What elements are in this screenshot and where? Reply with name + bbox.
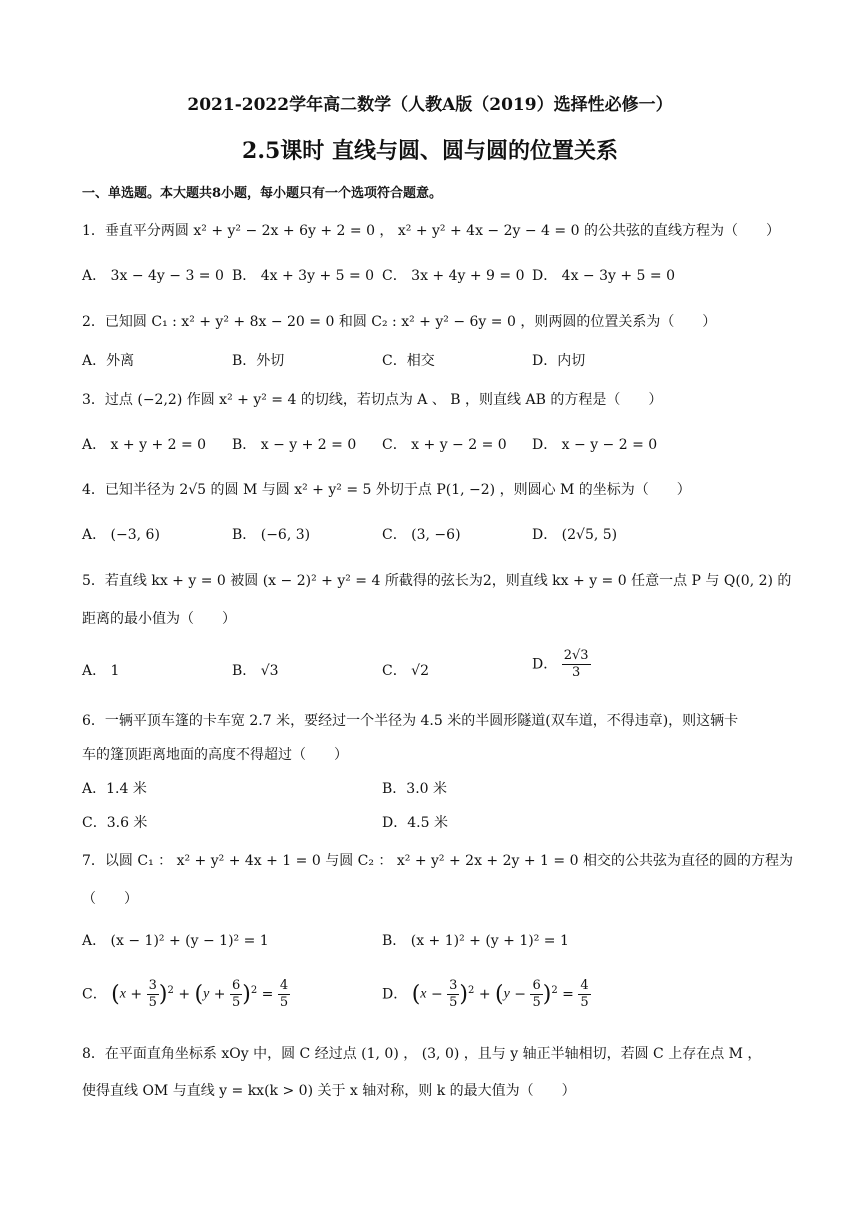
question-5-stem-line2: 距离的最小值为（ ） bbox=[82, 611, 236, 627]
question-6-option-b: B．3.0 米 bbox=[382, 781, 448, 797]
question-6-option-d: D．4.5 米 bbox=[382, 815, 448, 831]
question-3-stem: 3．过点 (−2,2) 作圆 x² + y² = 4 的切线，若切点为 A 、 B ，则直线 AB 的方程是（ ） bbox=[82, 392, 663, 408]
question-3-option-c: C． x + y − 2 = 0 bbox=[382, 437, 507, 453]
fraction-numerator: 2√3 bbox=[563, 648, 589, 663]
question-3-option-a: A． x + y + 2 = 0 bbox=[82, 437, 207, 453]
section-heading: 一、单选题。本大题共8小题，每小题只有一个选项符合题意。 bbox=[82, 186, 443, 201]
question-1-option-b: B． 4x + 3y + 5 = 0 bbox=[232, 268, 375, 284]
question-7-option-c: C． (x + $\frac{3}{5}$ )$^2$ + (y + $\frac{6}{5}$ )$^2$ = $\frac{4}{5}$ bbox=[82, 978, 289, 1010]
question-7-option-b: B． (x + 1)² + (y + 1)² = 1 bbox=[382, 933, 569, 949]
question-6-stem-line2: 车的篷顶距离地面的高度不得超过（ ） bbox=[82, 747, 348, 763]
question-5-option-a: A． 1 bbox=[82, 663, 120, 679]
question-2-option-c: C．相交 bbox=[382, 353, 435, 369]
question-3-option-d: D． x − y − 2 = 0 bbox=[532, 437, 658, 453]
question-4-stem: 4．已知半径为 2√5 的圆 M 与圆 x² + y² = 5 外切于点 P(1, −2) ，则圆心 M 的坐标为（ ） bbox=[82, 482, 691, 498]
question-1-stem: 1．垂直平分两圆 x² + y² − 2x + 6y + 2 = 0 ， x² + y² + 4x − 2y − 4 = 0 的公共弦的直线方程为（ ） bbox=[82, 223, 780, 239]
question-7-option-c-label: C． bbox=[82, 986, 107, 1003]
question-1-option-d: D． 4x − 3y + 5 = 0 bbox=[532, 268, 676, 284]
question-4-option-b: B． (−6, 3) bbox=[232, 527, 311, 543]
question-5-stem-line1: 5．若直线 kx + y = 0 被圆 (x − 2)² + y² = 4 所截得的弦长为2，则直线 kx + y = 0 任意一点 P 与 Q(0, 2) 的 bbox=[82, 573, 792, 589]
question-6-option-a: A．1.4 米 bbox=[82, 781, 147, 797]
question-8-stem-line1: 8．在平面直角坐标系 xOy 中，圆 C 经过点 (1, 0) ， (3, 0) ，且与 y 轴正半轴相切，若圆 C 上存在点 M ， bbox=[82, 1046, 762, 1062]
question-4-option-a: A． (−3, 6) bbox=[82, 527, 160, 543]
question-5-option-d-label: D． bbox=[532, 656, 558, 673]
question-5-option-d bbox=[532, 648, 591, 681]
question-1-option-a: A． 3x − 4y − 3 = 0 bbox=[82, 268, 224, 284]
question-7-option-a: A． (x − 1)² + (y − 1)² = 1 bbox=[82, 933, 269, 949]
question-7-stem-line2: （ ） bbox=[82, 891, 138, 907]
document-title: 2021-2022学年高二数学（人教A版（2019）选择性必修一） bbox=[187, 95, 673, 115]
question-8-stem-line2: 使得直线 OM 与直线 y = kx(k > 0) 关于 x 轴对称，则 k 的最大值为（ ） bbox=[82, 1083, 576, 1099]
fraction-denominator: 3 bbox=[571, 665, 581, 680]
question-7-stem-line1: 7．以圆 C₁ ： x² + y² + 4x + 1 = 0 与圆 C₂ ： x² + y² + 2x + 2y + 1 = 0 相交的公共弦为直径的圆的方程为 bbox=[82, 853, 793, 869]
question-2-option-d: D．内切 bbox=[532, 353, 586, 369]
question-2-option-b: B．外切 bbox=[232, 353, 285, 369]
question-4-option-c: C． (3, −6) bbox=[382, 527, 461, 543]
question-6-stem-line1: 6．一辆平顶车篷的卡车宽 2.7 米，要经过一个半径为 4.5 米的半圆形隧道(双车道，不得违章)，则这辆卡 bbox=[82, 713, 739, 729]
question-5-option-d-fraction bbox=[562, 648, 591, 681]
question-7-option-d: D． (x − $\frac{3}{5}$ )$^2$ + (y − $\frac{6}{5}$ )$^2$ = $\frac{4}{5}$ bbox=[382, 978, 589, 1010]
question-1-option-c: C． 3x + 4y + 9 = 0 bbox=[382, 268, 525, 284]
question-6-option-c: C．3.6 米 bbox=[82, 815, 148, 831]
question-5-option-c: C． √2 bbox=[382, 663, 429, 679]
lesson-title: 2.5课时 直线与圆、圆与圆的位置关系 bbox=[242, 138, 618, 164]
question-5-option-b: B． √3 bbox=[232, 663, 279, 679]
question-4-option-d: D． (2√5, 5) bbox=[532, 527, 618, 543]
question-2-stem: 2．已知圆 C₁ : x² + y² + 8x − 20 = 0 和圆 C₂ : x² + y² − 6y = 0 ，则两圆的位置关系为（ ） bbox=[82, 314, 717, 330]
question-2-option-a: A．外离 bbox=[82, 353, 135, 369]
question-3-option-b: B． x − y + 2 = 0 bbox=[232, 437, 357, 453]
question-7-option-d-label: D． bbox=[382, 986, 408, 1003]
